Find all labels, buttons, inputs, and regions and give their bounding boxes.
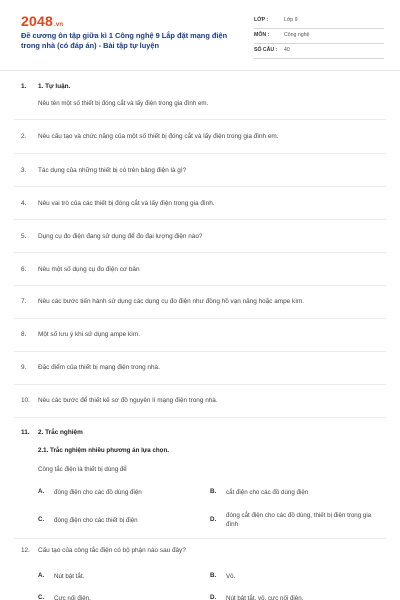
question-number: 3. [21, 167, 27, 174]
question-text: Một số lưu ý khi sử dụng ampe kìm. [38, 331, 140, 338]
question-text: Nêu các bước tiến hành sử dụng các dụng cụ đo điện như đồng hồ vạn năng hoặc ampe kìm. [38, 298, 305, 305]
question-number: 10. [21, 397, 30, 404]
question-text: Cấu tạo của công tắc điện có bộ phận nào sau đây? [38, 547, 186, 554]
question-text: Đặc điểm của thiết bị mạng điện trong nhà. [38, 364, 160, 371]
option-text: đóng điện cho các đồ dùng điện [54, 489, 142, 496]
option-text: đóng điện cho các thiết bị điện [54, 517, 138, 524]
option-letter: A. [38, 572, 45, 579]
option-letter: C. [38, 516, 45, 523]
meta-row-subject [254, 29, 384, 44]
divider [14, 351, 386, 352]
divider [14, 318, 386, 319]
question-text: 1. Tự luận. [38, 83, 71, 90]
question-number: 6. [21, 266, 27, 273]
question-text: Nêu tên một số thiết bị đóng cắt và lấy điện trong gia đình em. [38, 100, 209, 107]
divider [14, 186, 386, 187]
divider [14, 219, 386, 220]
meta-value: Công nghệ [284, 32, 310, 38]
divider [14, 538, 386, 539]
document-title: Đề cương ôn tập giữa kì 1 Công nghệ 9 Lắp đặt mạng điện trong nhà (có đáp án) - Bài tập tự luyện [21, 31, 228, 50]
option-letter: A. [38, 488, 45, 495]
question-number: 2. [21, 133, 27, 140]
question-text: Dụng cụ đo điện đang sử dụng để đo đại lượng điện nào? [38, 233, 203, 240]
option-letter: B. [210, 572, 217, 579]
question-number: 11. [21, 429, 30, 436]
option-text: Vỏ. [226, 573, 236, 580]
divider [14, 153, 386, 154]
logo-tld: .vn [53, 22, 64, 28]
option-letter: C. [38, 594, 45, 600]
meta-value: Lớp 9 [284, 17, 298, 23]
option-letter: B. [210, 488, 217, 495]
question-text: Nêu vai trò của các thiết bị đóng cắt và lấy điện trong gia đình. [38, 200, 215, 207]
question-number: 4. [21, 200, 27, 207]
option-letter: D. [210, 516, 217, 523]
option-text: đóng cắt điện cho các đồ dùng, thiết bị điện trong gia đình [226, 512, 372, 528]
option-text: Nút bật tắt. [54, 573, 85, 580]
question-number: 1. [21, 83, 27, 90]
meta-label: SỐ CÂU : [254, 47, 278, 53]
question-prompt: Công tắc điện là thiết bị dùng để [38, 466, 127, 473]
question-number: 9. [21, 364, 27, 371]
question-text: Nêu các bước để thiết kế sơ đồ nguyên lí mạng điện trong nhà. [38, 397, 218, 404]
meta-label: MÔN : [254, 32, 270, 38]
meta-row-count [254, 44, 384, 59]
option-letter: D. [210, 594, 217, 600]
logo-text: 2048 [21, 13, 53, 29]
page-header [0, 0, 400, 66]
question-number: 7. [21, 298, 27, 305]
meta-table [254, 14, 384, 59]
divider [14, 252, 386, 253]
question-text: Nêu một số dụng cụ đo điện cơ bản [38, 266, 140, 273]
question-text: Tác dụng của những thiết bị có trên bảng điện là gì? [38, 167, 187, 174]
header-divider [0, 70, 400, 71]
meta-row-class [254, 14, 384, 29]
question-text: Nêu cấu tạo và chức năng của một số thiết bị đóng cắt và lấy điện trong gia đình em. [38, 133, 279, 140]
site-logo[interactable] [21, 13, 63, 29]
section-heading: 2.1. Trắc nghiệm nhiều phương án lựa chọn. [38, 447, 169, 454]
meta-label: LỚP : [254, 17, 269, 23]
divider [14, 384, 386, 385]
option-text: Nút bật tắt, vỏ, cực nối điện. [226, 595, 304, 600]
option-text: cắt điện cho các đồ dùng điện [226, 489, 309, 496]
divider [14, 285, 386, 286]
question-text: 2. Trắc nghiệm [38, 429, 83, 436]
question-number: 12. [21, 547, 30, 554]
divider [14, 119, 386, 120]
meta-value: 40 [284, 47, 290, 53]
question-number: 5. [21, 233, 27, 240]
option-text: Cực nối điện. [54, 595, 91, 600]
question-number: 8. [21, 331, 27, 338]
divider [14, 417, 386, 418]
